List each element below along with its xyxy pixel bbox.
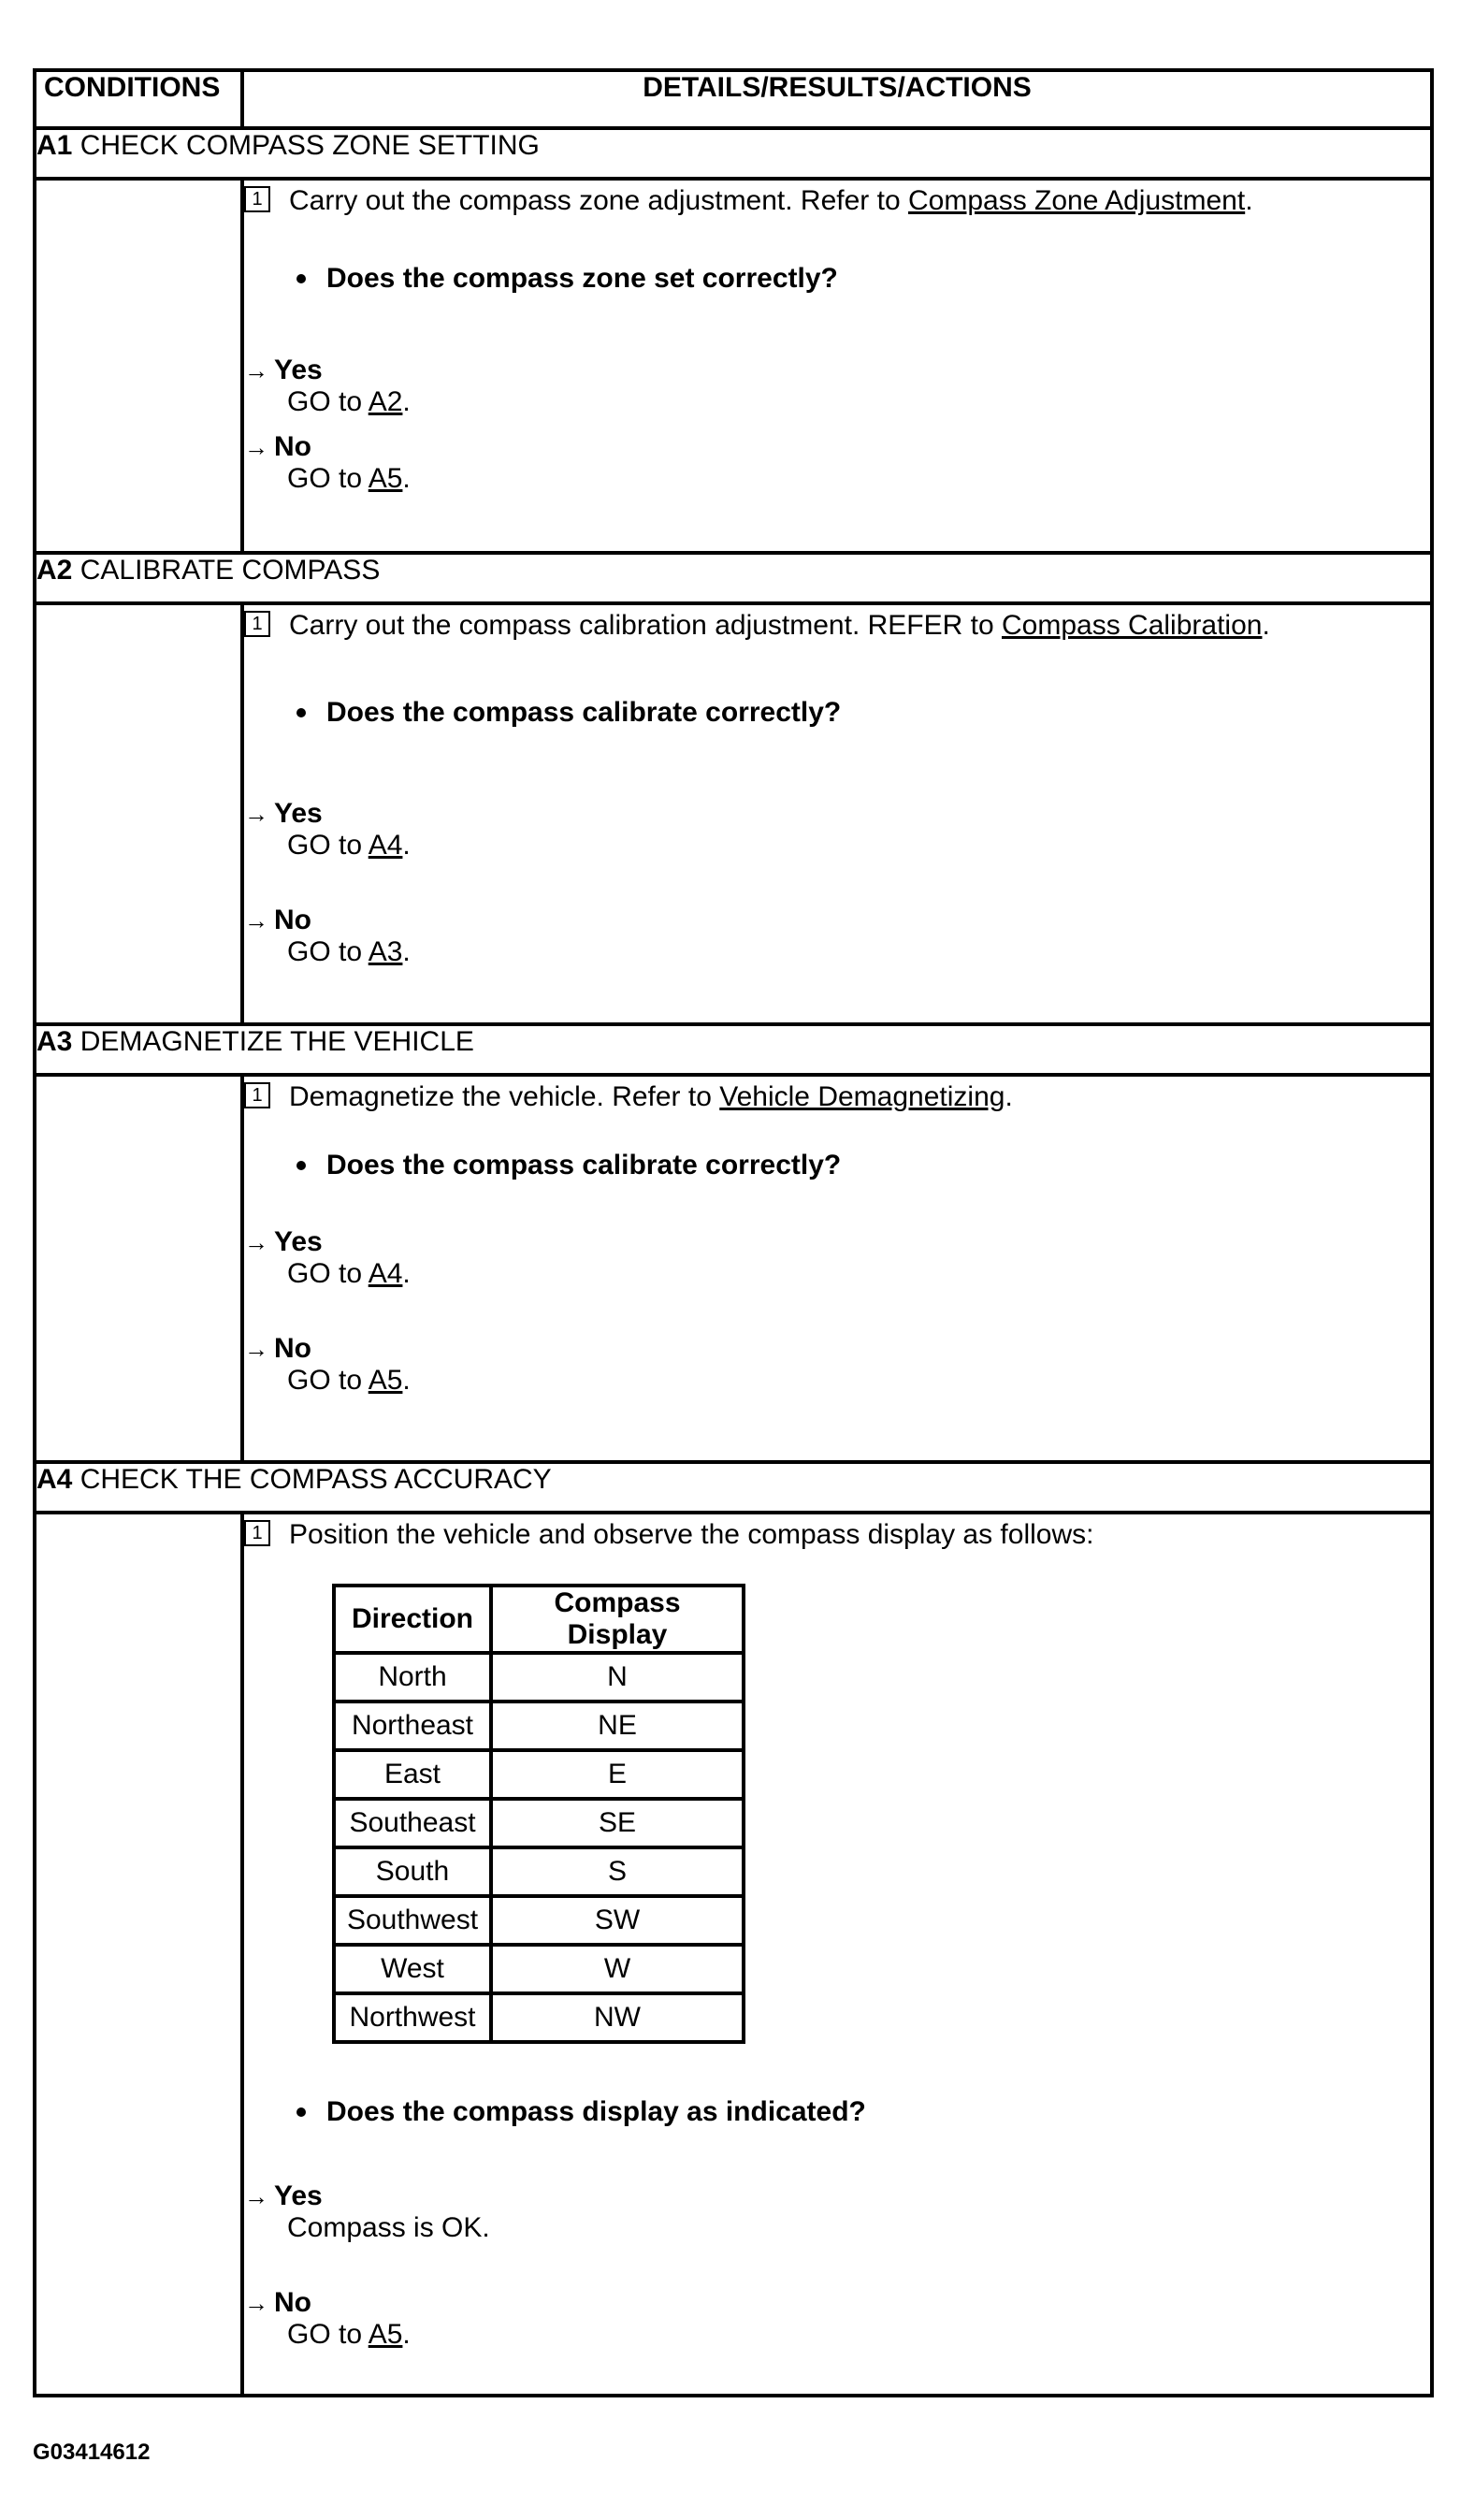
header-row — [35, 70, 1432, 128]
direction-cell: Southwest — [334, 1896, 491, 1945]
step-suffix: . — [1005, 1081, 1013, 1112]
details-cell — [242, 603, 1432, 1024]
no-result — [244, 905, 1430, 968]
step — [244, 1080, 1430, 1114]
step-text — [289, 1080, 1013, 1114]
direction-cell: West — [334, 1945, 491, 1993]
conditions-cell — [35, 603, 242, 1024]
direction-cell: Southeast — [334, 1799, 491, 1847]
step-suffix: . — [1262, 610, 1270, 641]
conditions-cell — [35, 179, 242, 553]
arrow-right-icon: → — [244, 800, 268, 828]
yes-label: Yes — [274, 1226, 323, 1257]
yes-result — [244, 355, 1430, 418]
section-id: A1 — [36, 130, 73, 161]
yes-action: GO to A4. — [287, 830, 411, 861]
question-text: Does the compass zone set correctly? — [326, 263, 838, 294]
section-a4-title-row — [35, 1462, 1432, 1513]
compass-display-cell: SE — [491, 1799, 744, 1847]
no-action: GO to A5. — [287, 1365, 411, 1396]
compass-display-cell: W — [491, 1945, 744, 1993]
bullet-icon — [296, 1161, 306, 1170]
compass-display-cell: N — [491, 1653, 744, 1702]
figure-id: G03414612 — [33, 2440, 151, 2465]
step-suffix: . — [1245, 185, 1253, 216]
arrow-right-icon: → — [244, 906, 268, 934]
step-text — [289, 184, 1253, 218]
step-instruction: Carry out the compass zone adjustment. Refer to — [289, 185, 901, 216]
section-id: A2 — [36, 555, 73, 586]
no-action-text: GO to — [287, 936, 363, 967]
goto-a2-link[interactable]: A2 — [368, 386, 403, 417]
section-a1-title-row — [35, 128, 1432, 179]
direction-row — [334, 1847, 744, 1896]
direction-row — [334, 1896, 744, 1945]
question — [296, 697, 1430, 729]
direction-row — [334, 1945, 744, 1993]
section-title: DEMAGNETIZE THE VEHICLE — [80, 1026, 474, 1057]
section-a2-title — [35, 553, 1432, 603]
direction-cell: Northeast — [334, 1702, 491, 1750]
section-a2-title-row — [35, 553, 1432, 603]
bullet-icon — [296, 708, 306, 717]
compass-display-cell: NW — [491, 1993, 744, 2042]
arrow-right-icon: → — [244, 2182, 268, 2210]
no-action: GO to A5. — [287, 463, 411, 494]
bullet-icon — [296, 274, 306, 283]
conditions-cell — [35, 1513, 242, 2396]
no-label: No — [274, 905, 311, 935]
details-cell — [242, 1075, 1432, 1462]
section-title: CALIBRATE COMPASS — [80, 555, 381, 586]
section-a1-body — [35, 179, 1432, 553]
question-text: Does the compass calibrate correctly? — [326, 697, 842, 728]
direction-row — [334, 1653, 744, 1702]
step-text — [289, 609, 1270, 643]
arrow-right-icon: → — [244, 1228, 268, 1256]
direction-row — [334, 1702, 744, 1750]
question — [296, 263, 1430, 295]
yes-label: Yes — [274, 2180, 323, 2211]
direction-table — [332, 1584, 745, 2044]
direction-header: Direction — [334, 1586, 491, 1653]
arrow-right-icon: → — [244, 356, 268, 384]
yes-result — [244, 798, 1430, 862]
compass-display-header: Compass Display — [491, 1586, 744, 1653]
direction-row — [334, 1750, 744, 1799]
yes-action: GO to A2. — [287, 386, 411, 417]
no-action: GO to A5. — [287, 2319, 411, 2350]
yes-result — [244, 1226, 1430, 1290]
no-result — [244, 431, 1430, 495]
yes-label: Yes — [274, 355, 323, 385]
arrow-right-icon: → — [244, 1335, 268, 1363]
compass-display-cell: SW — [491, 1896, 744, 1945]
direction-table-body — [334, 1653, 744, 2042]
step-instruction: Carry out the compass calibration adjustment. REFER to — [289, 610, 994, 641]
no-action-text: GO to — [287, 2319, 363, 2350]
yes-result — [244, 2180, 1430, 2244]
section-a1-title — [35, 128, 1432, 179]
procedure-table — [33, 68, 1434, 2397]
section-title: CHECK COMPASS ZONE SETTING — [80, 130, 540, 161]
compass-display-cell: E — [491, 1750, 744, 1799]
direction-table-header — [334, 1586, 744, 1653]
no-action-text: GO to — [287, 1365, 363, 1396]
details-cell — [242, 1513, 1432, 2396]
direction-cell: North — [334, 1653, 491, 1702]
step-number-icon: 1 — [244, 611, 270, 637]
section-a4-title — [35, 1462, 1432, 1513]
yes-action: GO to A4. — [287, 1258, 411, 1289]
question — [296, 1150, 1430, 1181]
compass-display-cell: S — [491, 1847, 744, 1896]
goto-a4-link[interactable]: A4 — [368, 830, 403, 861]
question — [296, 2096, 1430, 2128]
arrow-right-icon: → — [244, 433, 268, 461]
step — [244, 184, 1430, 218]
no-label: No — [274, 1333, 311, 1364]
arrow-right-icon: → — [244, 2289, 268, 2317]
vehicle-demagnetizing-link[interactable]: Vehicle Demagnetizing — [719, 1081, 1005, 1112]
direction-row — [334, 1799, 744, 1847]
compass-display-cell: NE — [491, 1702, 744, 1750]
step-number-icon: 1 — [244, 186, 270, 212]
no-label: No — [274, 431, 311, 462]
section-id: A4 — [36, 1464, 73, 1495]
no-action-text: GO to — [287, 463, 363, 494]
no-action: GO to A3. — [287, 936, 411, 967]
section-title: CHECK THE COMPASS ACCURACY — [80, 1464, 552, 1495]
conditions-header: CONDITIONS — [35, 70, 242, 128]
direction-cell: East — [334, 1750, 491, 1799]
no-result — [244, 2287, 1430, 2351]
compass-zone-adjustment-link[interactable]: Compass Zone Adjustment — [908, 185, 1246, 216]
compass-calibration-link[interactable]: Compass Calibration — [1002, 610, 1263, 641]
goto-a3-link[interactable]: A3 — [368, 936, 403, 967]
goto-a5-link[interactable]: A5 — [368, 2319, 403, 2350]
question-text: Does the compass display as indicated? — [326, 2096, 866, 2127]
no-label: No — [274, 2287, 311, 2318]
step-number-icon: 1 — [244, 1520, 270, 1546]
step-instruction: Position the vehicle and observe the compass display as follows: — [289, 1519, 1094, 1550]
yes-label: Yes — [274, 798, 323, 829]
diagnostic-procedure — [33, 68, 1430, 2397]
yes-action-text: GO to — [287, 1258, 363, 1289]
section-id: A3 — [36, 1026, 73, 1057]
goto-a5-link[interactable]: A5 — [368, 1365, 403, 1396]
step-instruction: Demagnetize the vehicle. Refer to — [289, 1081, 712, 1112]
details-header: DETAILS/RESULTS/ACTIONS — [242, 70, 1432, 128]
section-a3-title-row — [35, 1024, 1432, 1075]
yes-action: Compass is OK. — [287, 2212, 490, 2243]
section-a3-body — [35, 1075, 1432, 1462]
direction-cell: South — [334, 1847, 491, 1896]
yes-action-text: GO to — [287, 830, 363, 861]
direction-row — [334, 1993, 744, 2042]
section-a2-body — [35, 603, 1432, 1024]
step — [244, 1518, 1430, 1552]
no-result — [244, 1333, 1430, 1397]
goto-a4-link[interactable]: A4 — [368, 1258, 403, 1289]
yes-action-text: GO to — [287, 386, 363, 417]
section-a4-body — [35, 1513, 1432, 2396]
details-cell — [242, 179, 1432, 553]
step — [244, 609, 1430, 643]
direction-cell: Northwest — [334, 1993, 491, 2042]
conditions-cell — [35, 1075, 242, 1462]
goto-a5-link[interactable]: A5 — [368, 463, 403, 494]
step-number-icon: 1 — [244, 1082, 270, 1108]
section-a3-title — [35, 1024, 1432, 1075]
question-text: Does the compass calibrate correctly? — [326, 1150, 842, 1180]
bullet-icon — [296, 2107, 306, 2117]
